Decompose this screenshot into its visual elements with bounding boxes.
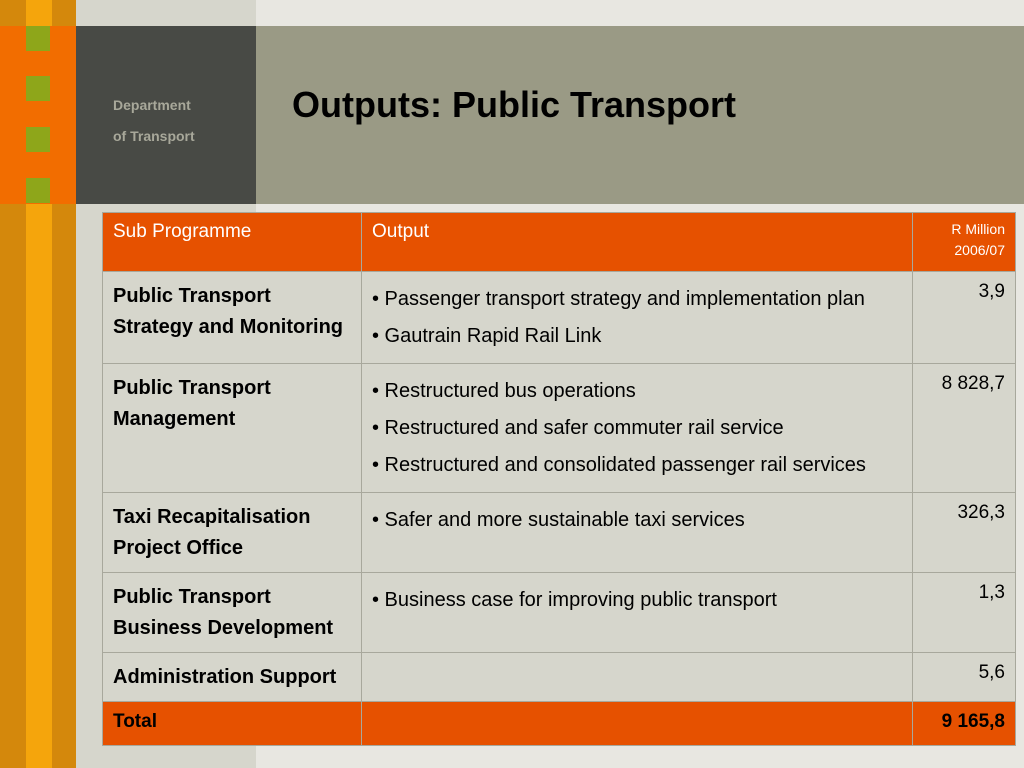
output-item: • Restructured bus operations [372, 380, 636, 402]
header-amount [913, 213, 1016, 272]
table-header-row [103, 213, 1016, 272]
total-output-empty [362, 702, 913, 746]
department-line-2: of Transport [113, 128, 195, 144]
output-cell [362, 653, 913, 702]
department-line-1: Department [113, 97, 191, 113]
outputs-table [102, 212, 1016, 746]
total-amount: 9 165,8 [913, 702, 1016, 746]
table-row [103, 364, 1016, 493]
output-item: • Restructured and safer commuter rail service [372, 417, 784, 439]
sub-programme-cell: Public Transport Strategy and Monitoring [103, 272, 362, 364]
output-item: • Restructured and consolidated passenger rail services [372, 454, 866, 476]
total-label: Total [103, 702, 362, 746]
table-row [103, 653, 1016, 702]
slide-title: Outputs: Public Transport [292, 84, 737, 125]
checker-square [26, 127, 50, 152]
output-cell [362, 493, 913, 573]
output-item: • Safer and more sustainable taxi services [372, 509, 745, 531]
table-row [103, 493, 1016, 573]
output-item: • Passenger transport strategy and implementation plan [372, 288, 865, 310]
table-row [103, 272, 1016, 364]
table-row [103, 573, 1016, 653]
header-amount-year: 2006/07 [954, 242, 1005, 258]
header-output: Output [362, 213, 913, 272]
output-cell [362, 364, 913, 493]
amount-cell: 5,6 [913, 653, 1016, 702]
department-label [113, 90, 195, 152]
output-item: • Business case for improving public transport [372, 589, 777, 611]
checker-square [26, 178, 50, 203]
output-cell [362, 573, 913, 653]
checker-square [26, 76, 50, 101]
table-body [103, 272, 1016, 702]
checker-square [26, 153, 50, 178]
output-item: • Gautrain Rapid Rail Link [372, 325, 602, 347]
amount-cell: 8 828,7 [913, 364, 1016, 493]
output-cell [362, 272, 913, 364]
checker-square [26, 102, 50, 127]
header-amount-unit: R Million [951, 221, 1005, 237]
total-row [103, 702, 1016, 746]
sub-programme-cell: Administration Support [103, 653, 362, 702]
amount-cell: 3,9 [913, 272, 1016, 364]
sub-programme-cell: Public Transport Business Development [103, 573, 362, 653]
sub-programme-cell: Public Transport Management [103, 364, 362, 493]
sub-programme-cell: Taxi Recapitalisation Project Office [103, 493, 362, 573]
amount-cell: 326,3 [913, 493, 1016, 573]
checker-square [26, 26, 50, 51]
amount-cell: 1,3 [913, 573, 1016, 653]
checker-square [26, 51, 50, 76]
header-sub-programme: Sub Programme [103, 213, 362, 272]
